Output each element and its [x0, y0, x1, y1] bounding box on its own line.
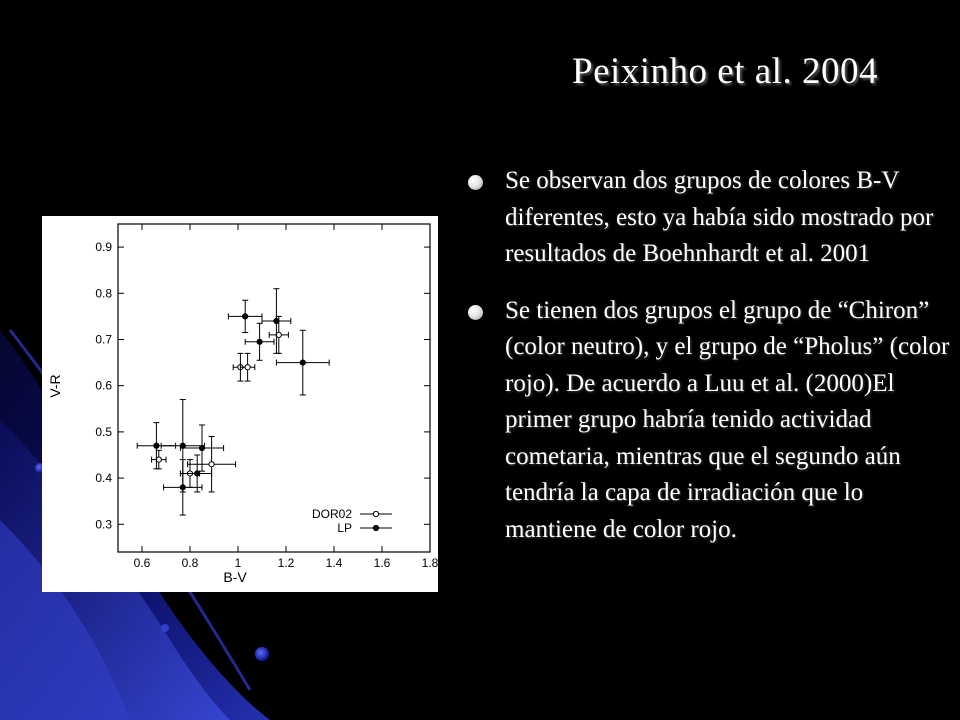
- legend-label: DOR02: [311, 507, 352, 521]
- dor02-point: [156, 457, 161, 462]
- lp-point: [180, 485, 185, 490]
- dor02-point: [209, 462, 214, 467]
- bullet-list: [468, 163, 958, 568]
- slide-title: Peixinho et al. 2004: [572, 51, 878, 92]
- x-tick-label: 0.8: [181, 556, 199, 570]
- bullet-item-1: [468, 163, 958, 273]
- y-tick-label: 0.9: [95, 240, 112, 255]
- legend-marker: [373, 511, 378, 516]
- dor02-point: [276, 332, 281, 337]
- y-tick-label: 0.6: [95, 378, 112, 393]
- bullet-dot-icon: [468, 175, 483, 190]
- bullet-text-1: Se observan dos grupos de colores B-V diferentes, esto ya había sido mostrado por resultados de Boehnhardt et al. 2001: [505, 167, 934, 267]
- lp-point: [274, 318, 279, 323]
- x-tick-label: 1: [234, 556, 242, 570]
- x-tick-label: 1.8: [421, 556, 438, 570]
- y-tick-label: 0.7: [95, 332, 112, 347]
- plot-frame: [118, 224, 430, 552]
- lp-point: [243, 314, 248, 319]
- bullet-item-2: [468, 293, 958, 549]
- y-tick-label: 0.3: [95, 517, 112, 532]
- x-tick-label: 0.6: [133, 556, 151, 570]
- legend-label: LP: [337, 521, 352, 535]
- chart-svg: [42, 216, 438, 592]
- x-tick-label: 1.6: [373, 556, 391, 570]
- lp-point: [257, 339, 262, 344]
- dor02-point: [245, 365, 250, 370]
- scatter-chart: [42, 216, 438, 592]
- lp-point: [300, 360, 305, 365]
- y-tick-label: 0.8: [95, 286, 112, 301]
- lp-point: [154, 443, 159, 448]
- bullet-text-2: Se tienen dos grupos el grupo de “Chiron” (color neutro), y el grupo de “Pholus” (color rojo). De acuerdo a Luu et al. (2000)El primer grupo habría tenido actividad cometaria, mientras que el segundo aún tendría la capa de irradiación que lo mantiene de color rojo.: [505, 296, 950, 543]
- x-tick-label: 1.4: [325, 556, 343, 570]
- lp-point: [195, 471, 200, 476]
- x-axis-label: B-V: [223, 569, 247, 585]
- bullet-dot-icon: [468, 305, 483, 320]
- y-axis-label: V-R: [47, 374, 63, 398]
- y-tick-label: 0.5: [95, 424, 112, 439]
- y-tick-label: 0.4: [95, 471, 112, 486]
- x-tick-label: 1.2: [277, 556, 295, 570]
- lp-point: [199, 445, 204, 450]
- legend-marker: [373, 525, 378, 530]
